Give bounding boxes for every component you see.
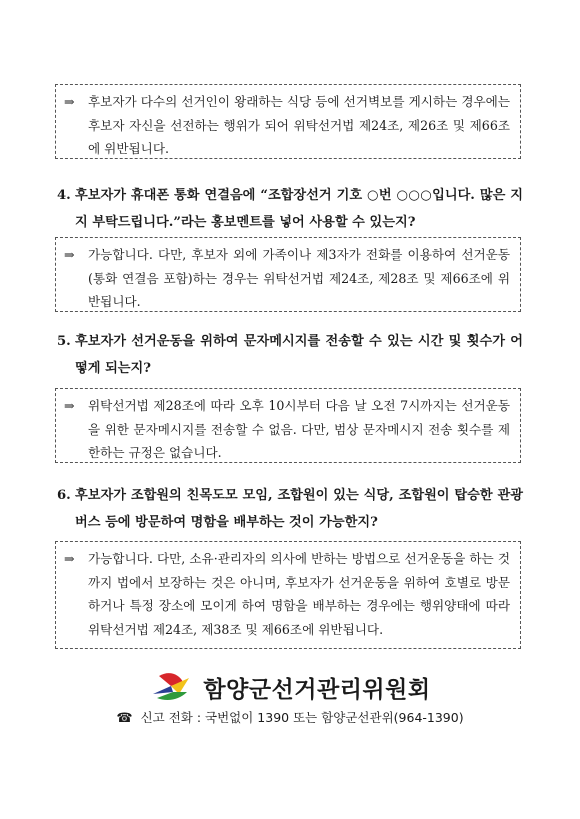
answer-box-5	[55, 388, 521, 463]
question-5	[57, 328, 523, 382]
answer-box-4	[55, 237, 521, 312]
answer-text: 후보자가 다수의 선거인이 왕래하는 식당 등에 선거벽보를 게시하는 경우에는 후보자 자신을 선전하는 행위가 되어 위탁선거법 제24조, 제26조 및 제66조에 위반됩니다.	[88, 94, 510, 156]
report-line	[0, 708, 580, 726]
arrow-icon: ⇒	[64, 551, 75, 566]
answer-box-3	[55, 84, 521, 159]
election-commission-logo-icon	[149, 668, 193, 706]
answer-text: 가능합니다. 다만, 후보자 외에 가족이나 제3자가 전화를 이용하여 선거운동(통화 연결음 포함)하는 경우는 위탁선거법 제24조, 제28조 및 제66조에 위반됩니다.	[88, 247, 510, 309]
question-number: 4.	[57, 188, 71, 203]
question-text: 후보자가 휴대폰 통화 연결음에 “조합장선거 기호 ○번 ○○○입니다. 많은 지지 부탁드립니다.”라는 홍보멘트를 넣어 사용할 수 있는지?	[75, 188, 523, 230]
telephone-icon: ☎	[116, 711, 133, 726]
footer-logo-row	[0, 668, 580, 706]
answer-box-6	[55, 541, 521, 649]
report-text: 신고 전화 : 국번없이 1390 또는 함양군선관위(964-1390)	[140, 710, 464, 725]
question-number: 5.	[57, 334, 71, 349]
question-number: 6.	[57, 488, 71, 503]
question-4	[57, 182, 523, 236]
answer-text: 가능합니다. 다만, 소유·관리자의 의사에 반하는 방법으로 선거운동을 하는 것까지 법에서 보장하는 것은 아니며, 후보자가 선거운동을 위하여 호별로 방문하거나 특정 장소에 모이게 하여 명함을 배부하는 경우에는 행위양태에 따라 위탁선거법 제24조, 제38조 및 제66조에 위반됩니다.	[88, 551, 510, 637]
question-text: 후보자가 조합원의 친목도모 모임, 조합원이 있는 식당, 조합원이 탑승한 관광버스 등에 방문하여 명함을 배부하는 것이 가능한지?	[75, 488, 523, 530]
question-6	[57, 482, 523, 536]
organization-name: 함양군선거관리위원회	[203, 676, 431, 703]
answer-text: 위탁선거법 제28조에 따라 오후 10시부터 다음 날 오전 7시까지는 선거운동을 위한 문자메시지를 전송할 수 없음. 다만, 범상 문자메시지 전송 횟수를 제한하는 규정은 없습니다.	[88, 398, 510, 460]
arrow-icon: ⇒	[64, 94, 75, 109]
question-text: 후보자가 선거운동을 위하여 문자메시지를 전송할 수 있는 시간 및 횟수가 어떻게 되는지?	[75, 334, 523, 376]
arrow-icon: ⇒	[64, 398, 75, 413]
arrow-icon: ⇒	[64, 247, 75, 262]
